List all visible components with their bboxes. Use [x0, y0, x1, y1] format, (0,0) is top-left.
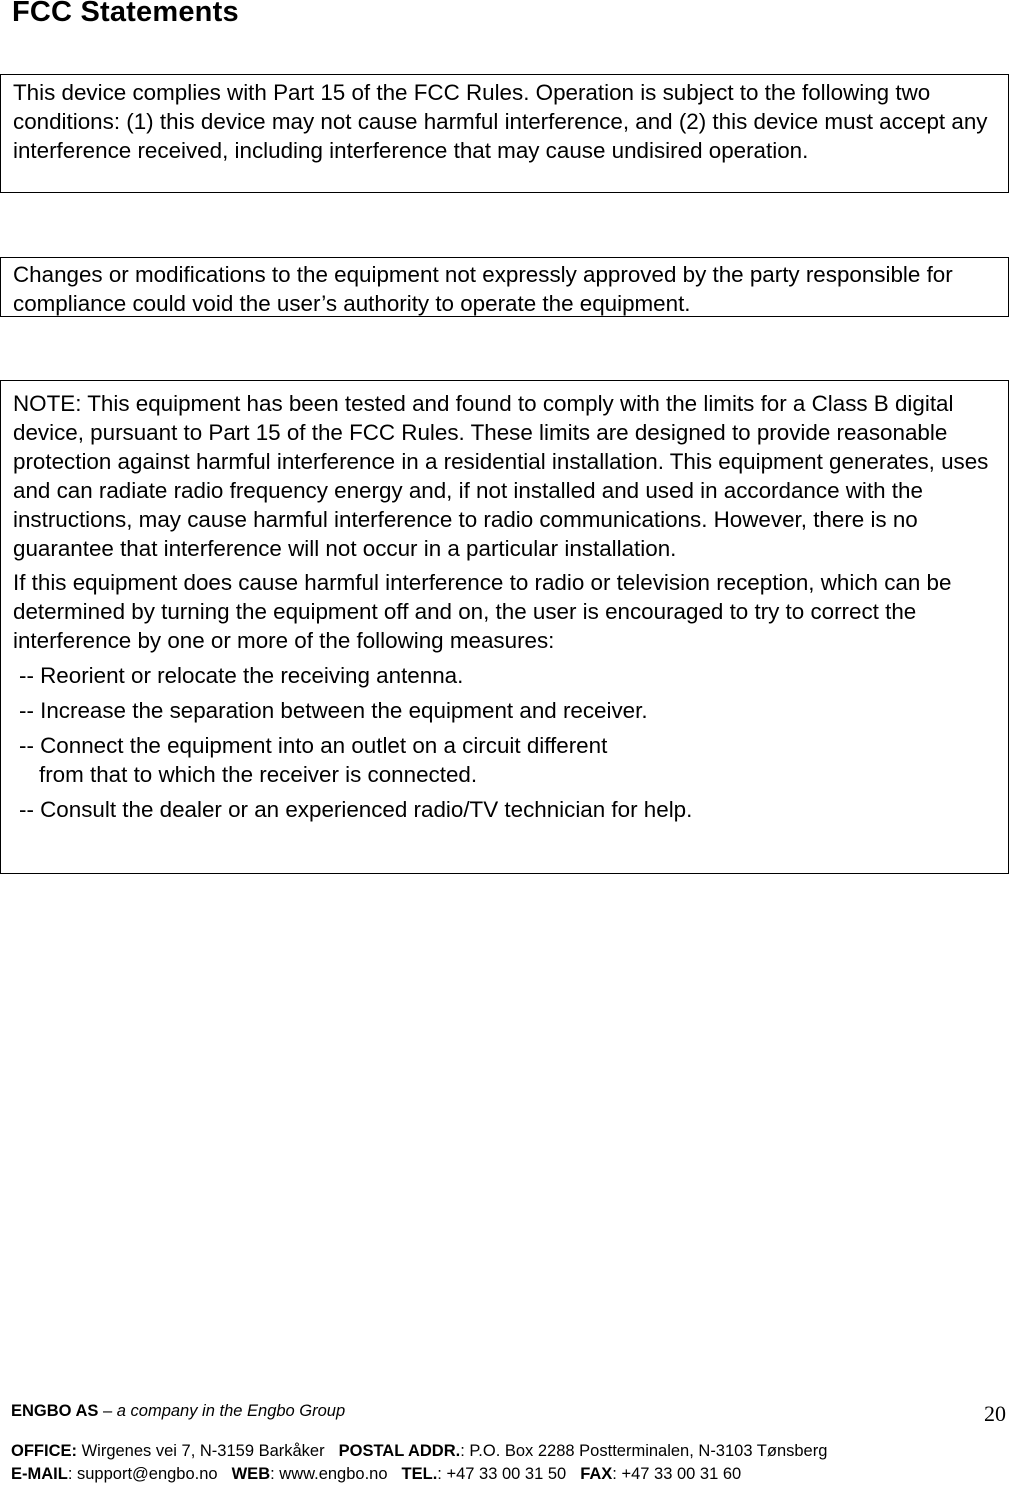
- office-value: Wirgenes vei 7, N-3159 Barkåker: [77, 1442, 325, 1460]
- compliance-statement-box: [0, 74, 1009, 193]
- modifications-warning-box: [0, 257, 1009, 317]
- class-b-note-paragraph: NOTE: This equipment has been tested and found to comply with the limits for a Class B digital device, pursuant to Part 15 of the FCC Rules. These limits are designed to provide reasonable protection against harmful interference in a residential installation. This equipment generates, uses and can radiate radio frequency energy and, if not installed and used in accordance with the instructions, may cause harmful interference to radio communications. However, there is no guarantee that interference will not occur in a particular installation.: [13, 391, 989, 561]
- tel-value: : +47 33 00 31 50: [437, 1465, 567, 1483]
- postal-label: POSTAL ADDR.: [338, 1442, 461, 1460]
- measure-item-text: -- Reorient or relocate the receiving antenna.: [19, 663, 464, 688]
- footer-address-line: [11, 1442, 827, 1461]
- company-dash: –: [98, 1402, 117, 1420]
- compliance-statement-text: This device complies with Part 15 of the FCC Rules. Operation is subject to the following two conditions: (1) this device may not cause harmful interference, and (2) this device must accept any interference received, including interference that may cause undisired operation.: [13, 80, 988, 163]
- measure-item: [13, 661, 998, 690]
- page-number: 20: [984, 1401, 1006, 1426]
- interference-measures-intro: If this equipment does cause harmful interference to radio or television reception, which can be determined by turning the equipment off and on, the user is encouraged to try to correct the interference by one or more of the following measures:: [13, 570, 952, 653]
- email-value: : support@engbo.no: [67, 1465, 218, 1483]
- fax-label: FAX: [580, 1465, 613, 1483]
- footer-contact-line: [11, 1465, 741, 1484]
- measure-item-text: -- Connect the equipment into an outlet on a circuit different: [19, 733, 608, 758]
- tel-label: TEL.: [401, 1465, 438, 1483]
- company-tagline: a company in the Engbo Group: [116, 1402, 346, 1420]
- modifications-warning-text: Changes or modifications to the equipment not expressly approved by the party responsible for compliance could void the user’s authority to operate the equipment.: [13, 262, 953, 316]
- measure-item: [13, 731, 998, 789]
- measure-item-text: -- Increase the separation between the equipment and receiver.: [19, 698, 648, 723]
- postal-value: : P.O. Box 2288 Postterminalen, N-3103 Tønsberg: [460, 1442, 828, 1460]
- email-label: E-MAIL: [11, 1465, 68, 1483]
- measure-item-text: -- Consult the dealer or an experienced radio/TV technician for help.: [19, 797, 693, 822]
- fax-value: : +47 33 00 31 60: [612, 1465, 742, 1483]
- measure-item: [13, 696, 998, 725]
- class-b-note-box: [0, 380, 1009, 874]
- office-label: OFFICE:: [11, 1442, 77, 1460]
- web-value: : www.engbo.no: [270, 1465, 388, 1483]
- company-name: ENGBO AS: [11, 1402, 99, 1420]
- web-label: WEB: [231, 1465, 271, 1483]
- page-title: FCC Statements: [12, 0, 239, 28]
- measure-item: [13, 795, 998, 824]
- footer-company-line: [11, 1402, 345, 1421]
- measure-item-continuation: from that to which the receiver is connected.: [39, 762, 478, 787]
